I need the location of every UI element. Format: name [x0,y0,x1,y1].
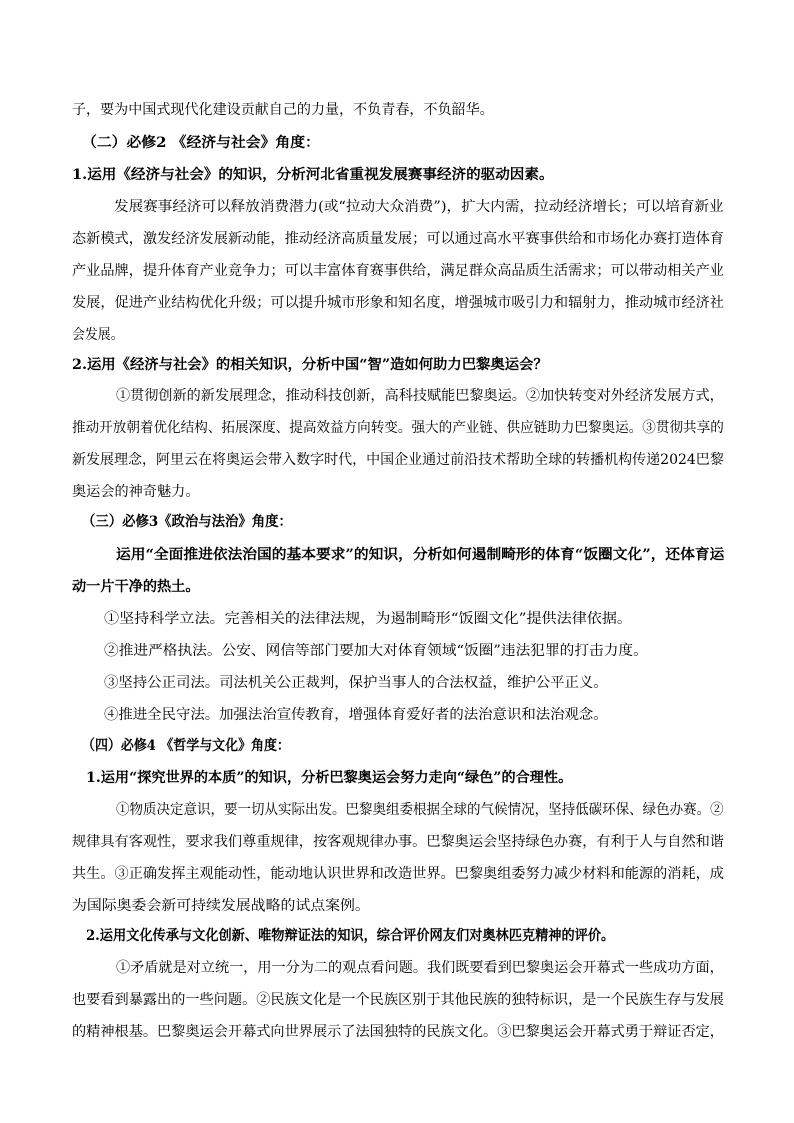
text-line-13: 奥运会的神奇魅力。 [72,484,200,500]
text-line-18: ②推进严格执法。公安、网信等部门要加大对体育领域“饭圈”违法犯罪的打击力度。 [104,643,648,659]
text-line-19: ③坚持公正司法。司法机关公正裁判，保护当事人的合法权益，维护公平正义。 [104,675,608,691]
text-line-29: 也要看到暴露出的一些问题。②民族文化是一个民族区别于其他民族的独特标识，是一个民族生存与发展 [72,992,724,1008]
question-heading: 1.运用《经济与社会》的知识，分析河北省重视发展赛事经济的驱动因素。 [72,166,554,183]
text-line-5: 态新模式，激发经济发展新动能，推动经济高质量发展；可以通过高水平赛事供给和市场化办赛打造体育 [72,231,724,247]
text-line-1: 子，要为中国式现代化建设贡献自己的力量，不负青春，不负韶华。 [72,102,494,118]
question-heading-cont: 动一片干净的热土。 [72,578,200,595]
text-line-12: 新发展理念，阿里云在将奥运会带入数字时代，中国企业通过前沿技术帮助全球的转播机构传递2024巴黎 [72,452,724,468]
text-line-11: 推动开放朝着优化结构、拓展深度、提高效益方向转变。强大的产业链、供应链助力巴黎奥运。③贯彻共享的 [72,420,724,436]
text-line-17: ①坚持科学立法。完善相关的法律法规，为遏制畸形“饭圈文化”提供法律依据。 [104,611,632,627]
section-heading-3: （三）必修3《政治与法治》角度： [82,513,292,530]
text-line-4: 发展赛事经济可以释放消费潜力(或“拉动大众消费”)，扩大内需，拉动经济增长；可以培育新业 [114,199,724,215]
question-heading: 2.运用文化传承与文化创新、唯物辩证法的知识，综合评价网友们对奥林匹克精神的评价。 [86,927,615,944]
text-line-30: 的精神根基。巴黎奥运会开幕式向世界展示了法国独特的民族文化。③巴黎奥运会开幕式勇于辩证否定， [72,1024,724,1040]
question-heading: 运用“全面推进依法治国的基本要求”的知识，分析如何遏制畸形的体育“饭圈文化”，还体育运 [116,546,725,563]
section-heading-4: （四）必修4 《哲学与文化》角度： [82,737,290,754]
text-line-23: ①物质决定意识，要一切从实际出发。巴黎奥组委根据全球的气候情况，坚持低碳环保、绿色办赛。② [116,802,724,818]
text-line-28: ①矛盾就是对立统一，用一分为二的观点看问题。我们既要看到巴黎奥运会开幕式一些成功方面， [116,960,724,976]
text-line-25: 共生。③正确发挥主观能动性，能动地认识世界和改造世界。巴黎奥组委努力减少材料和能源的消耗，成 [72,866,724,882]
text-line-7: 发展，促进产业结构优化升级；可以提升城市形象和知名度，增强城市吸引力和辐射力，推动城市经济社 [72,295,724,311]
text-line-24: 规律具有客观性，要求我们尊重规律，按客观规律办事。巴黎奥运会坚持绿色办赛，有利于人与自然和谐 [72,834,724,850]
text-line-8: 会发展。 [72,327,124,343]
text-line-26: 为国际奥委会新可持续发展战略的试点案例。 [72,898,370,914]
question-heading: 1.运用“探究世界的本质”的知识，分析巴黎奥运会努力走向“绿色”的合理性。 [86,769,573,786]
text-line-20: ④推进全民守法。加强法治宣传教育，增强体育爱好者的法治意识和法治观念。 [104,707,608,723]
text-line-6: 产业品牌，提升体育产业竞争力；可以丰富体育赛事供给，满足群众高品质生活需求；可以带动相关产业 [72,263,724,279]
question-heading: 2.运用《经济与社会》的相关知识，分析中国“智”造如何助力巴黎奥运会？ [72,356,548,373]
section-heading-2: （二）必修2 《经济与社会》角度： [82,134,320,151]
text-line-10: ①贯彻创新的新发展理念，推动科技创新，高科技赋能巴黎奥运。②加快转变对外经济发展方式， [116,388,724,404]
